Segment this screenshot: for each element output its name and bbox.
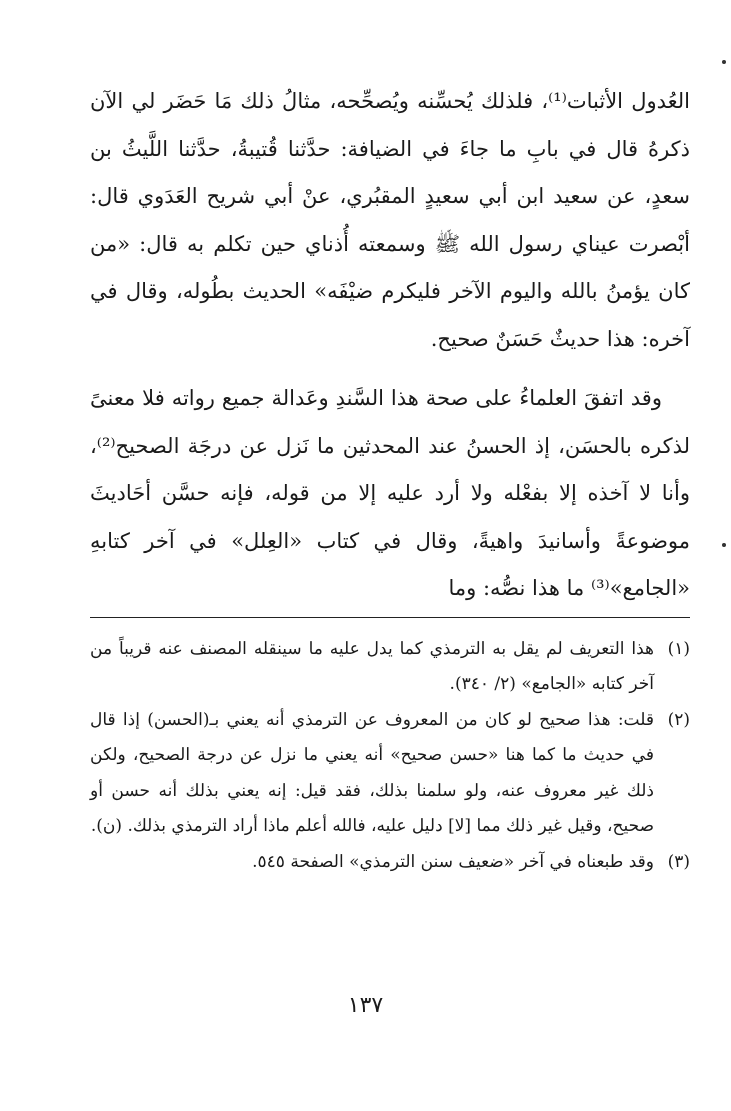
footnote-number: (١)	[667, 638, 690, 659]
margin-mark-middle	[722, 543, 726, 547]
margin-mark-top	[722, 60, 726, 64]
footnote-number: (٢)	[667, 709, 690, 730]
footnote-number: (٣)	[667, 851, 690, 872]
paragraph-1: العُدول الأثبات⁽¹⁾، فلذلك يُحسِّنه ويُصحِّحه، مثالُ ذلك مَا حَضَر لي الآن ذكرهُ قال في بابِ ما جاءَ في الضيافة: حدَّثنا قُتيبةُ، حدَّثنا اللَّيثُ بن سعدٍ، عن سعيد ابن أبي سعيدٍ المقبُري، عنْ أبي شريح العَدَوي قال: أبْصرت عيناي رسول الله ﷺ وسمعته أُذناي حين تكلم به قال: «من كان يؤمنُ بالله واليوم الآخر فليكرم ضيْفَه» الحديث بطُوله، وقال في آخره: هذا حديثٌ حَسَنٌ صحيح.	[90, 89, 691, 351]
page-number: ١٣٧	[347, 993, 384, 1018]
footnotes	[90, 632, 690, 881]
footnote-1	[90, 632, 690, 703]
footnote-text: هذا التعريف لم يقل به الترمذي كما يدل عليه ما سينقله المصنف عنه قريباً من آخر كتابه «الجامع» (٢/ ٣٤٠).	[90, 638, 654, 694]
footnote-text: قلت: هذا صحيح لو كان من المعروف عن الترمذي أنه يعني بـ(الحسن) إذا قال في حديث ما كما هنا «حسن صحيح» أنه يعني ما نزل عن درجة الصحيح، ولكن ذلك غير معروف عنه، ولو سلمنا بذلك، فقد قيل: إنه يعني بذلك أنه حسن أو صحيح، وقيل غير ذلك مما [لا] دليل عليه، فالله أعلم ماذا أراد الترمذي بذلك. (ن).	[90, 709, 654, 836]
footnote-text: وقد طبعناه في آخر «ضعيف سنن الترمذي» الصفحة ٥٤٥.	[252, 851, 654, 872]
book-page	[90, 78, 690, 880]
paragraph-2: وقد اتفقَ العلماءُ على صحة هذا السَّندِ وعَدالة جميع رواته فلا معنىً لذكره بالحسَن، إذ الحسنُ عند المحدثين ما نَزل عن درجَة الصحيح⁽²⁾، وأنا لا آخذه إلا بفعْله ولا أرد عليه إلا من قوله، فإنه حسَّن أحَاديثَ موضوعةً وأسانيدَ واهيةً، وقال في كتاب «العِلل» في آخر كتابهِ «الجامع»⁽³⁾ ما هذا نصُّه: وما	[90, 386, 690, 600]
footnote-2	[90, 703, 690, 845]
footnote-separator	[90, 617, 690, 618]
footnote-3	[90, 845, 690, 881]
main-text	[90, 78, 690, 613]
